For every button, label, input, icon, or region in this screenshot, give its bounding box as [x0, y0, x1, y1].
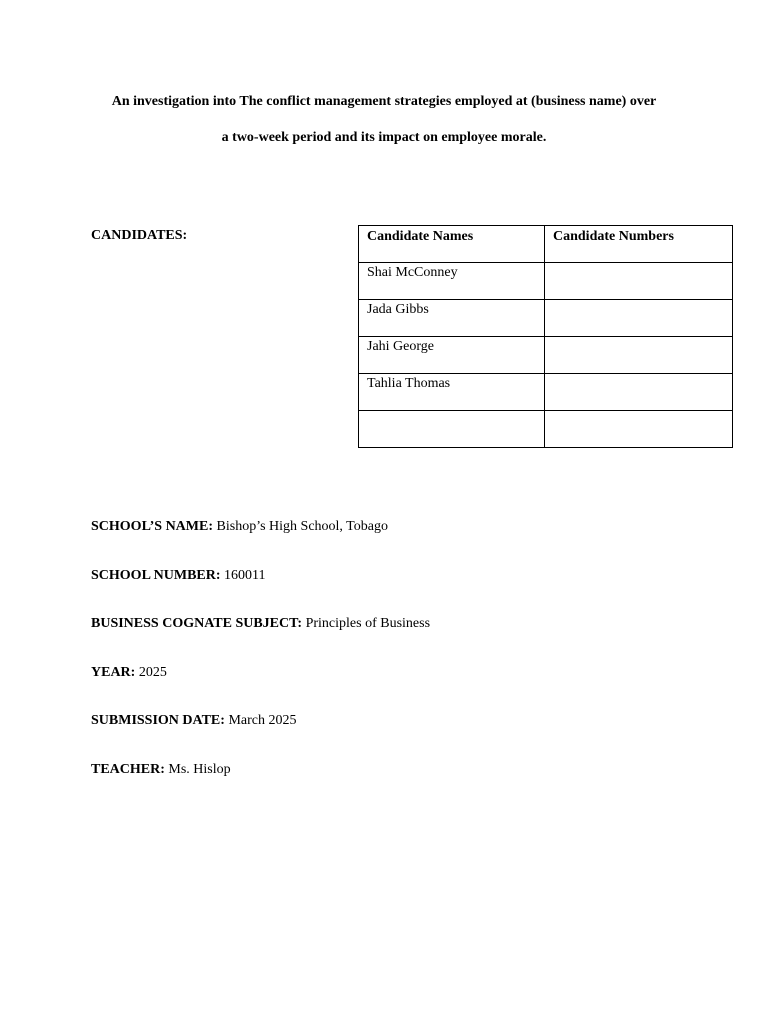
- candidate-number-cell: [545, 411, 733, 448]
- subject-label: BUSINESS COGNATE SUBJECT:: [91, 616, 303, 631]
- school-name-line: [91, 518, 388, 536]
- teacher-value: Ms. Hislop: [168, 762, 231, 777]
- year-value: 2025: [138, 665, 167, 680]
- school-number-line: [91, 567, 266, 585]
- subject-value: Principles of Business: [305, 616, 431, 631]
- candidate-number-cell: [545, 374, 733, 411]
- candidate-name-cell: Jahi George: [359, 337, 545, 374]
- table-header-row: [359, 226, 733, 263]
- candidate-name-cell: Jada Gibbs: [359, 300, 545, 337]
- candidate-name-cell: [359, 411, 545, 448]
- teacher-line: [91, 761, 231, 779]
- candidates-table: [358, 225, 733, 448]
- table-row: [359, 300, 733, 337]
- column-header-candidate-numbers: Candidate Numbers: [545, 226, 733, 263]
- candidate-number-cell: [545, 263, 733, 300]
- candidates-label: CANDIDATES:: [91, 228, 188, 243]
- candidate-name-cell: Tahlia Thomas: [359, 374, 545, 411]
- school-number-value: 160011: [224, 568, 266, 583]
- document-title-line-2: a two-week period and its impact on employee morale.: [221, 130, 547, 145]
- submission-date-line: [91, 712, 296, 730]
- year-label: YEAR:: [91, 665, 136, 680]
- school-name-label: SCHOOL’S NAME:: [91, 519, 214, 534]
- school-number-label: SCHOOL NUMBER:: [91, 568, 221, 583]
- table-row: [359, 374, 733, 411]
- submission-date-label: SUBMISSION DATE:: [91, 713, 225, 728]
- table-row: [359, 263, 733, 300]
- column-header-candidate-names: Candidate Names: [359, 226, 545, 263]
- year-line: [91, 664, 167, 682]
- teacher-label: TEACHER:: [91, 762, 165, 777]
- candidate-number-cell: [545, 337, 733, 374]
- subject-line: [91, 615, 430, 633]
- table-row: [359, 337, 733, 374]
- candidate-number-cell: [545, 300, 733, 337]
- document-title-line-1: An investigation into The conflict management strategies employed at (business name) over: [111, 94, 657, 109]
- submission-date-value: March 2025: [228, 713, 297, 728]
- school-name-value: Bishop’s High School, Tobago: [216, 519, 388, 534]
- candidate-name-cell: Shai McConney: [359, 263, 545, 300]
- table-row: [359, 411, 733, 448]
